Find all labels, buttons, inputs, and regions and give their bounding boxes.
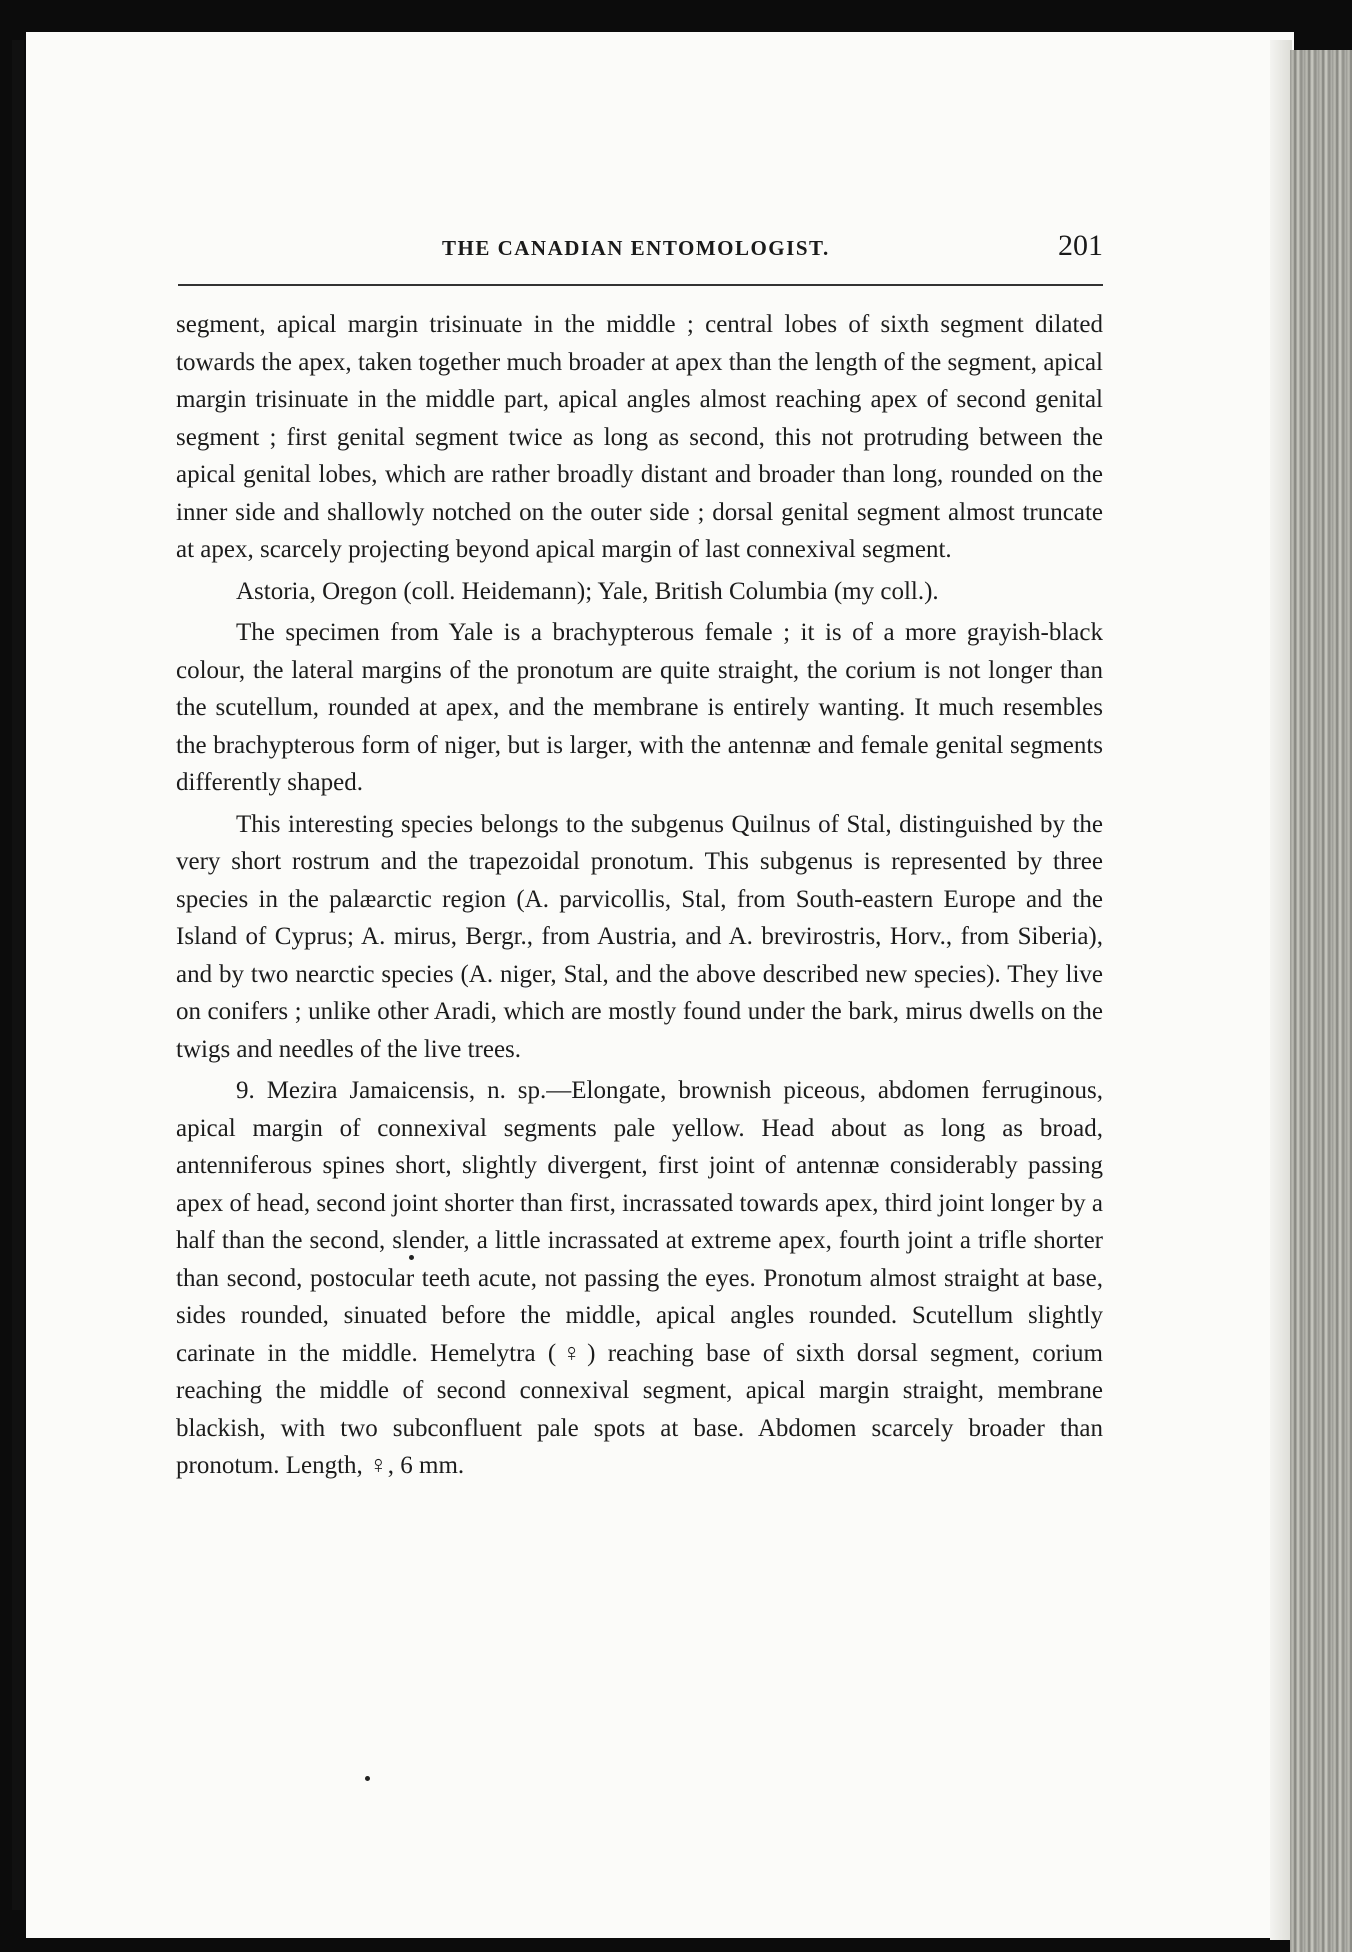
left-page-edge	[12, 40, 24, 1910]
paragraph-3: The specimen from Yale is a brachypterous female ; it is of a more grayish-black colour, the lateral margins of the pronotum are quite straight, the corium is not longer than the scutellum, rounded at apex, and the membrane is entirely wanting. It much resembles the brachypterous form of niger, but is larger, with the antennæ and female genital segments differently shaped.	[176, 619, 1103, 796]
body-text	[176, 306, 1103, 1489]
page-number: 201	[1058, 229, 1103, 262]
book-spine-edge	[1290, 50, 1352, 1952]
paragraph-5: 9. Mezira Jamaicensis, n. sp.—Elongate, brownish piceous, abdomen ferruginous, apical margin of connexival segments pale yellow. Head about as long as broad, antenniferous spines short, slightly divergent, first joint of antennæ considerably passing apex of head, second joint shorter than first, incrassated towards apex, third joint longer by a half than the second, slender, a little incrassated at extreme apex, fourth joint a trifle shorter than second, postocular teeth acute, not passing the eyes. Pronotum almost straight at base, sides rounded, sinuated before the middle, apical angles rounded. Scutellum slightly carinate in the middle. Hemelytra (♀) reaching base of sixth dorsal segment, corium reaching the middle of second connexival segment, apical margin straight, membrane blackish, with two subconfluent pale spots at base. Abdomen scarcely broader than pronotum. Length, ♀, 6 mm.	[176, 1077, 1103, 1479]
paragraph-2: Astoria, Oregon (coll. Heidemann); Yale, British Columbia (my coll.).	[236, 577, 939, 605]
page-header	[178, 226, 1103, 286]
page-gutter	[1270, 40, 1292, 1940]
running-head: THE CANADIAN ENTOMOLOGIST.	[442, 236, 830, 260]
paragraph-1: segment, apical margin trisinuate in the middle ; central lobes of sixth segment dilated towards the apex, taken together much broader at apex than the length of the segment, apical margin trisinuate in the middle part, apical angles almost reaching apex of second genital segment ; first genital segment twice as long as second, this not protruding between the apical genital lobes, which are rather broadly distant and broader than long, rounded on the inner side and shallowly notched on the outer side ; dorsal genital segment almost truncate at apex, scarcely projecting beyond apical margin of last connexival segment.	[176, 311, 1103, 563]
paragraph-4: This interesting species belongs to the subgenus Quilnus of Stal, distinguished by the very short rostrum and the trapezoidal pronotum. This subgenus is represented by three species in the palæarctic region (A. parvicollis, Stal, from South-eastern Europe and the Island of Cyprus; A. mirus, Bergr., from Austria, and A. brevirostris, Horv., from Siberia), and by two nearctic species (A. niger, Stal, and the above described new species). They live on conifers ; unlike other Aradi, which are mostly found under the bark, mirus dwells on the twigs and needles of the live trees.	[176, 810, 1103, 1063]
header-rule	[178, 284, 1103, 286]
print-speck	[365, 1776, 370, 1781]
print-speck	[409, 1255, 414, 1260]
